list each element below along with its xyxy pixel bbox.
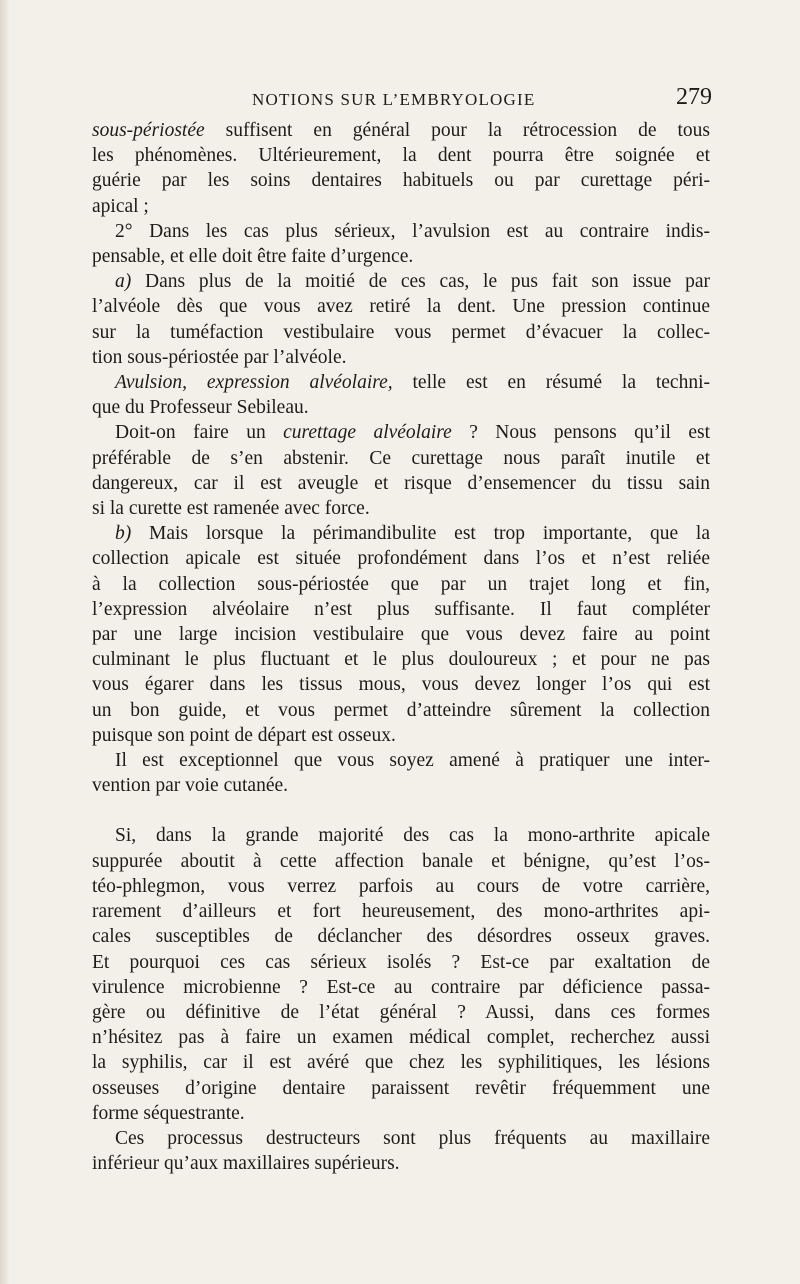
line-text: ? Nous pensons qu’il est (451, 422, 711, 444)
text-line (92, 345, 710, 370)
text-line (92, 219, 710, 244)
text-line (92, 1025, 710, 1050)
line-text: si la curette est ramenée avec force. (92, 498, 370, 520)
italic-text: Avulsion, expression alvéolaire, (115, 372, 393, 394)
line-text: un bon guide, et vous permet d’atteindre sûrement la collection (92, 699, 710, 721)
line-text: pensable, et elle doit être faite d’urgence. (92, 246, 414, 268)
text-line (92, 521, 710, 546)
text-line (92, 723, 710, 748)
text-line (92, 546, 710, 571)
text-line (92, 320, 710, 345)
text-line (92, 950, 710, 975)
text-line (92, 698, 710, 723)
line-text: par une large incision vestibulaire que vous devez faire au point (92, 624, 710, 646)
line-text: l’expression alvéolaire n’est plus suffisante. Il faut compléter (92, 598, 710, 620)
line-text: Mais lorsque la périmandibulite est trop importante, que la (131, 523, 710, 545)
line-text: Il est exceptionnel que vous soyez amené à pratiquer une inter- (115, 750, 710, 772)
line-text: Si, dans la grande majorité des cas la mono-arthrite apicale (115, 825, 710, 847)
line-text: vous égarer dans les tissus mous, vous devez longer l’os qui est (92, 674, 710, 696)
line-text: telle est en résumé la techni- (392, 372, 710, 394)
text-line (92, 143, 710, 168)
text-line (92, 294, 710, 319)
text-line (92, 1126, 710, 1151)
line-text: apical ; (92, 195, 149, 217)
line-text: suffisent en général pour la rétrocession de tous (204, 120, 710, 141)
line-text: dangereux, car il est aveugle et risque d’ensemencer du tissu sain (92, 472, 710, 494)
text-line (92, 975, 710, 1000)
body-text (92, 118, 710, 1176)
line-text: Doit-on faire un (115, 422, 284, 444)
running-head-title: NOTIONS SUR L’EMBRYOLOGIE (252, 90, 536, 109)
text-line (92, 446, 710, 471)
line-text: les phénomènes. Ultérieurement, la dent pourra être soignée et (92, 145, 710, 167)
text-line (92, 496, 710, 521)
line-text: gère ou définitive de l’état général ? Aussi, dans ces formes (92, 1001, 710, 1023)
text-line (92, 1000, 710, 1025)
line-text: Ces processus destructeurs sont plus fréquents au maxillaire (115, 1127, 710, 1149)
text-line (92, 471, 710, 496)
text-line (92, 118, 710, 143)
line-text: osseuses d’origine dentaire paraissent revêtir fréquemment une (92, 1077, 710, 1099)
text-line (92, 823, 710, 848)
text-line (92, 370, 710, 395)
line-text: inférieur qu’aux maxillaires supérieurs. (92, 1153, 400, 1175)
line-text: à la collection sous-périostée que par un trajet long et fin, (92, 573, 710, 595)
line-text: 2° Dans les cas plus sérieux, l’avulsion est au contraire indis- (115, 220, 710, 242)
line-text: la syphilis, car il est avéré que chez les syphilitiques, les lésions (92, 1052, 710, 1074)
line-text: que du Professeur Sebileau. (92, 397, 309, 419)
line-text: n’hésitez pas à faire un examen médical complet, recherchez aussi (92, 1027, 710, 1049)
text-line (92, 395, 710, 420)
text-line (92, 924, 710, 949)
page-number: 279 (676, 84, 712, 110)
text-line (92, 1050, 710, 1075)
running-head (92, 84, 712, 116)
line-text: Dans plus de la moitié de ces cas, le pus fait son issue par (131, 271, 710, 293)
line-text: vention par voie cutanée. (92, 775, 288, 797)
line-text: puisque son point de départ est osseux. (92, 724, 396, 746)
line-text: forme séquestrante. (92, 1102, 245, 1124)
line-text: rarement d’ailleurs et fort heureusement, des mono-arthrites api- (92, 901, 710, 923)
line-text: collection apicale est située profondément dans l’os et n’est reliée (92, 548, 710, 570)
text-line (92, 194, 710, 219)
text-line (92, 874, 710, 899)
text-line (92, 1076, 710, 1101)
line-text: préférable de s’en abstenir. Ce curettage nous paraît inutile et (92, 447, 710, 469)
text-line (92, 269, 710, 294)
line-text: Et pourquoi ces cas sérieux isolés ? Est-ce par exaltation de (92, 951, 710, 973)
page-edge (0, 0, 10, 1284)
text-line (92, 899, 710, 924)
text-line (92, 244, 710, 269)
line-text: sur la tuméfaction vestibulaire vous permet d’évacuer la collec- (92, 321, 710, 343)
text-line (92, 647, 710, 672)
text-line (92, 572, 710, 597)
text-line (92, 420, 710, 445)
italic-text: b) (115, 523, 132, 545)
text-line (92, 622, 710, 647)
line-text: l’alvéole dès que vous avez retiré la dent. Une pression continue (92, 296, 710, 318)
text-line (92, 1101, 710, 1126)
italic-text: a) (115, 271, 132, 293)
line-text: tion sous-périostée par l’alvéole. (92, 346, 347, 368)
italic-text: curettage alvéolaire (283, 422, 452, 444)
text-line (92, 773, 710, 798)
text-line (92, 168, 710, 193)
text-line (92, 597, 710, 622)
line-text: téo-phlegmon, vous verrez parfois au cours de votre carrière, (92, 875, 710, 897)
line-text: suppurée aboutit à cette affection banale et bénigne, qu’est l’os- (92, 850, 710, 872)
text-line (92, 748, 710, 773)
line-text: guérie par les soins dentaires habituels ou par curettage péri- (92, 170, 710, 192)
line-text: cales susceptibles de déclancher des désordres osseux graves. (92, 926, 710, 948)
line-text: culminant le plus fluctuant et le plus douloureux ; et pour ne pas (92, 649, 710, 671)
text-line (92, 672, 710, 697)
paragraph-gap (92, 798, 710, 823)
text-line (92, 1151, 710, 1176)
italic-text: sous-périostée (92, 120, 205, 141)
line-text: virulence microbienne ? Est-ce au contraire par déficience passa- (92, 976, 710, 998)
text-line (92, 849, 710, 874)
